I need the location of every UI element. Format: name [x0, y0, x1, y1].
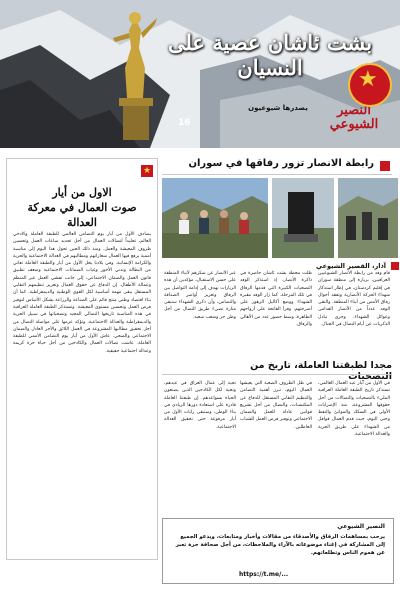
group-photo — [162, 178, 268, 258]
may-day-title — [15, 185, 149, 230]
party-logo — [350, 65, 390, 105]
divider — [162, 374, 392, 375]
section-header — [162, 158, 392, 175]
may-day-article — [6, 158, 158, 560]
banner-headline: بشت ئاشان عصية على النسيان — [167, 30, 373, 80]
may-day-body: يصادف الأول من أيار يوم التضامن العالمي للطبقة العاملة وكادحي العالم، تخليداً لنضالات العمال من أجل تحديد ساعات العمل وتحسين ظروف المعيشة والعمل. ومنذ ذلك الحين تحول هذا اليوم إلى مناسبة أممية يرفع فيها العمال شعاراتهم ومطالبهم في العدالة الاجتماعية والحرية والكرامة الإنسانية. وفي بلادنا يحل الأول من أيار والطبقة العاملة تعاني من البطالة وتدني الأجور وغياب الضمانات الاجتماعية وضعف تطبيق قانون العمل والضمان الاجتماعي، إلى جانب تفشي العمل غير المنظم وعمالة الأطفال. إن الدفاع عن حقوق العمال وتعزيز تنظيمهم النقابي المستقل يبقى مهمة أساسية لكل القوى الوطنية والديمقراطية. كما أن بناء اقتصاد وطني منتج قائم على الصناعة والزراعة يشكل الأساس لتوفير فرص العمل وتحسين مستوى المعيشة. وتستذكر الطبقة العاملة العراقية في هذه المناسبة تاريخها النضالي المجيد وتضحياتها في سبيل الحرية والديمقراطية والعدالة الاجتماعية، وتؤكد عزمها على مواصلة النضال من أجل تحقيق مطالبها المشروعة في العمل اللائق والأجر العادل والضمان الاجتماعي والصحي. عاش الأول من أيار يوم التضامن الأممي للطبقة العاملة. عاشت نضالات العمال والكادحين من أجل حياة حرة كريمة وعدالة اجتماعية حقيقية. — [13, 232, 151, 354]
sacrifices-column-middle: في ظل الظروف الصعبة التي يعيشها العمال اليوم، تبرز أهمية التضامن والتنظيم النقابي المستقل للدفاع عن المكتسبات، والنضال من أجل تشريع قوانين عادلة للعمل والضمان الاجتماعي وتوفير فرص العمل للشباب العاطلين. — [240, 381, 312, 430]
masthead — [0, 0, 400, 148]
cemetery-photo — [338, 178, 398, 258]
memorial-photo — [272, 178, 334, 258]
article-marker-icon: ★ — [142, 166, 152, 176]
paper-subtitle: يصدرها شيوعيون — [248, 104, 308, 112]
caption-text: آذار، القصير الشيوعي — [316, 262, 387, 270]
soran-column-left: عبر الأنصار عن شكرهم لأبناء المنطقة على حسن الاستقبال، مؤكدين أن هذه الزيارات تهدف إلى إدامة التواصل بين الرفاق وتعزيز أواصر الصداقة والتضامن، وأن ذكرى الشهداء ستبقى منارة تضيء طريق النضال من أجل وطن حر وشعب سعيد. — [164, 271, 236, 320]
contributions-text: يرحب بمساهمات الرفاق والأصدقاء من مقالات وأخبار ومتابعات، ويدعو الجميع إلى المشاركة في إغناء موضوعاته بالآراء والملاحظات، من أجل صحافة حرة تعبر عن هموم الناس وتطلعاتهم. — [175, 534, 385, 556]
sacrifices-headline: مجدا لطبقتنا العاملة، تاريخ من التضحيات — [250, 360, 392, 382]
soran-column-right: قام وفد من رابطة الأنصار الشيوعيين العراقيين، بزيارة إلى منطقة سوران في إقليم كردستان، في إطار استذكار شهداء الحركة الأنصارية وتفقد أحوال رفاق الأمس من أبناء المنطقة. والتقى الوفد عدداً من الأنصار القدامى وعوائل الشهداء، وجرى تبادل الذكريات عن أيام النضال في الجبال. — [318, 271, 390, 328]
section-marker-icon — [380, 161, 390, 171]
contributions-box — [162, 518, 394, 584]
photo-strip — [162, 178, 398, 258]
photo-caption — [316, 262, 399, 270]
issue-number: 16 — [178, 118, 191, 128]
telegram-link[interactable]: https://t.me/... — [239, 571, 289, 578]
sacrifices-column-right: في الأول من أيار عيد العمال العالمي، نستذكر تاريخ الطبقة العاملة العراقية المليء بالتضحيات والنضالات من أجل حقوقها المشروعة، منذ الإضرابات الأولى في السكك والموانئ والنفط وحتى اليوم، حيث قدم العمال قوافل من الشهداء على طريق الحرية والعدالة الاجتماعية. — [318, 381, 390, 438]
contributions-title: النصير الشيوعي — [337, 523, 385, 530]
caption-marker-icon — [391, 262, 399, 270]
sacrifices-column-left: تحية إلى عمال العراق في عيدهم، وتحية لكل الكادحين الذين يصنعون الحياة بسواعدهم. إن طبقتنا العاملة قادرة على استعادة دورها الريادي في بناء الوطن، وستبقى رايات الأول من أيار مرفوعة حتى تحقيق العدالة الاجتماعية. — [164, 381, 236, 430]
star-icon: ★ — [358, 67, 378, 92]
section-title: رابطة الانصار تزور رفاقها في سوران — [188, 158, 374, 169]
may-day-title-line1: الاول من أيار — [52, 186, 112, 199]
may-day-title-line2: صوت العمال في معركة العدالة — [27, 201, 137, 229]
soran-column-middle: ظلت محطة بشت ئاشان حاضرة في ذاكرة الأنصار، إذ استذكر الوفد التضحيات الكبيرة التي قدمها الرفاق في تلك المرحلة. كما زار الوفد مقبرة الشهداء ووضع أكاليل الزهور على أضرحتهم، وقرأ الفاتحة على أرواحهم الطاهرة، وسط حضور عدد من الأهالي والرفاق. — [240, 271, 312, 328]
paper-name: النصير الشيوعي — [329, 103, 379, 132]
